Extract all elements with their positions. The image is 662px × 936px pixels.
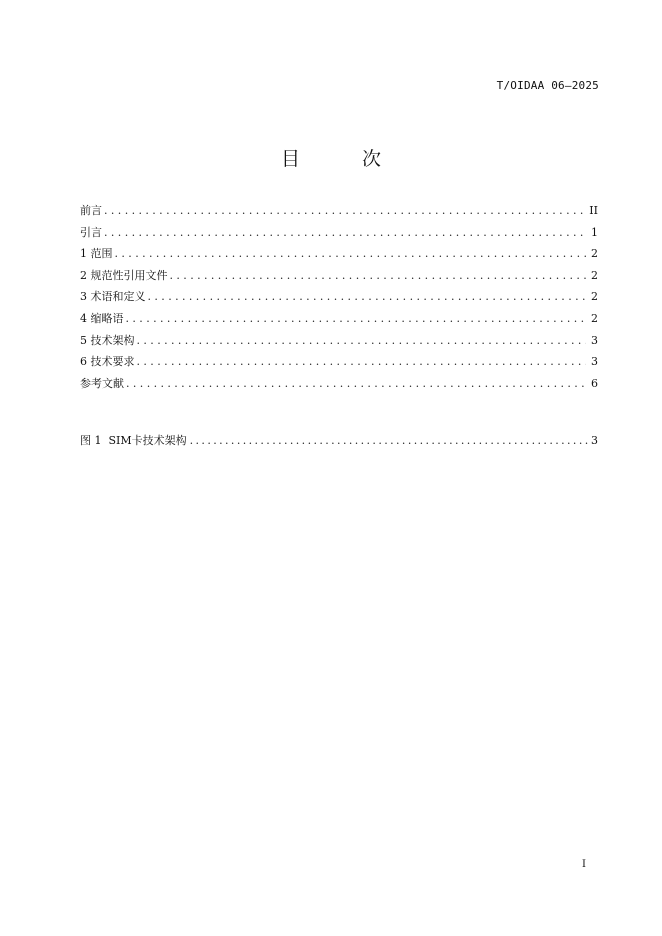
toc-entry-label: 参考文献 <box>80 376 124 390</box>
toc-dot-leader <box>104 200 585 222</box>
table-of-contents <box>80 200 598 394</box>
toc-entry-scope[interactable] <box>80 243 598 265</box>
figure-entry-page: 3 <box>591 434 598 447</box>
toc-dot-leader <box>126 373 586 395</box>
toc-entry-introduction[interactable] <box>80 222 598 244</box>
figure-entry-label: 图 1 SIM卡技术架构 <box>80 434 187 447</box>
toc-entry-label: 前言 <box>80 204 102 217</box>
toc-dot-leader <box>170 265 587 287</box>
page-title: 目 次 <box>280 148 410 170</box>
toc-entry-label: 3 术语和定义 <box>80 290 146 304</box>
toc-entry-label: 1 范围 <box>80 247 113 261</box>
toc-entry-normative-references[interactable] <box>80 265 598 287</box>
toc-entry-label: 引言 <box>80 225 102 239</box>
standard-code: T/OIDAA 06—2025 <box>496 79 599 92</box>
toc-entry-page: 3 <box>591 355 598 369</box>
toc-entry-foreword[interactable] <box>80 200 598 222</box>
toc-entry-label: 4 缩略语 <box>80 311 124 325</box>
toc-entry-page: 2 <box>591 247 598 261</box>
toc-entry-page: 2 <box>591 311 598 325</box>
toc-dot-leader <box>148 286 587 308</box>
toc-entry-label: 2 规范性引用文件 <box>80 268 168 282</box>
toc-entry-abbreviations[interactable] <box>80 308 598 330</box>
toc-dot-leader <box>115 243 587 265</box>
list-of-figures <box>80 434 598 456</box>
toc-entry-page: 3 <box>591 333 598 347</box>
toc-entry-terms-definitions[interactable] <box>80 286 598 308</box>
toc-entry-label: 5 技术架构 <box>80 333 135 347</box>
figure-dot-leader <box>190 434 589 448</box>
toc-entry-page: 2 <box>591 290 598 304</box>
toc-entry-technical-architecture[interactable] <box>80 330 598 352</box>
toc-dot-leader <box>137 351 587 373</box>
toc-entry-page: 1 <box>591 225 598 239</box>
toc-dot-leader <box>126 308 587 330</box>
toc-entry-page: 2 <box>591 268 598 282</box>
toc-entry-page: II <box>589 204 598 217</box>
toc-entry-page: 6 <box>591 376 598 390</box>
toc-dot-leader <box>137 330 587 352</box>
figure-entry-1[interactable] <box>80 434 598 456</box>
page-number: I <box>582 859 586 870</box>
toc-dot-leader <box>104 222 586 244</box>
toc-entry-label: 6 技术要求 <box>80 355 135 369</box>
toc-entry-technical-requirements[interactable] <box>80 351 598 373</box>
toc-entry-bibliography[interactable] <box>80 373 598 395</box>
